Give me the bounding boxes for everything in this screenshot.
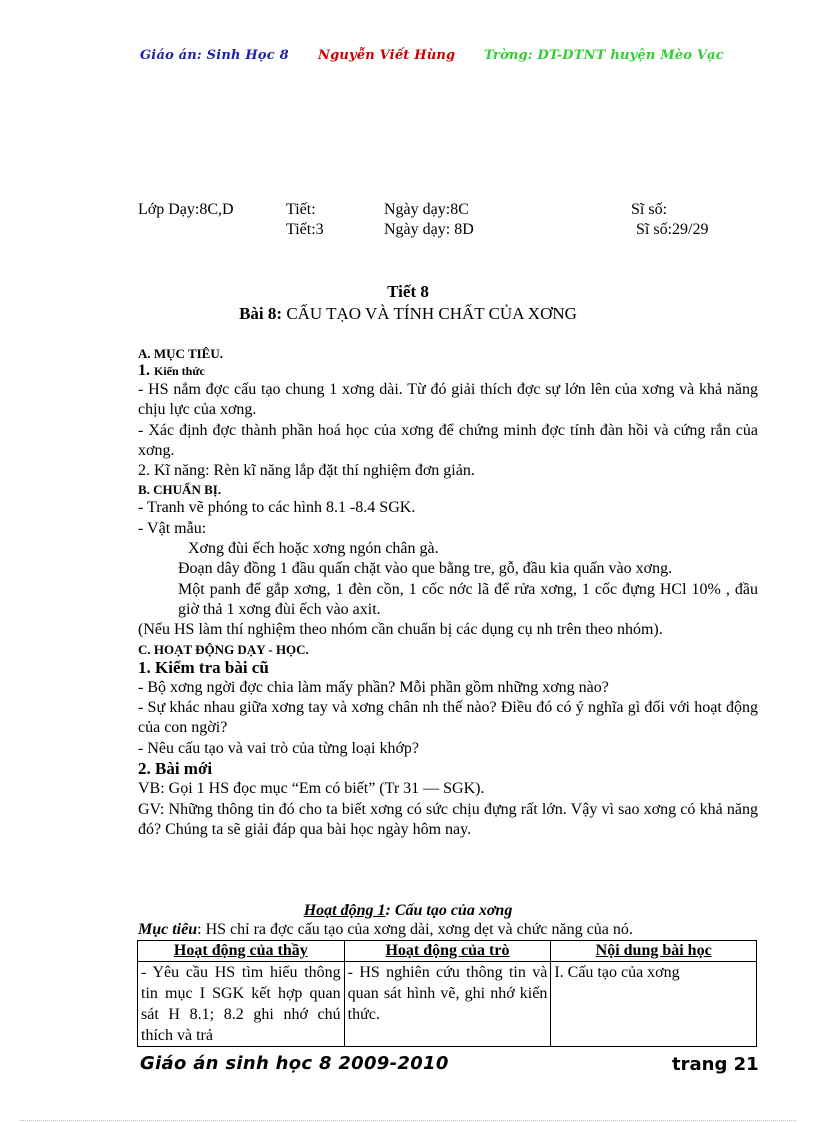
header-school: Trờng: DT-DTNT huyện Mèo Vạc [484, 48, 724, 63]
activity-table [137, 940, 757, 1047]
section-a1-heading [138, 362, 758, 380]
teacher-activity-cell: - Yêu cầu HS tìm hiểu thông tin mục I SGK kết hợp quan sát H 8.1; 8.2 ghi nhớ chú thích và trả [138, 962, 345, 1047]
lesson-body [138, 346, 758, 840]
footer-course: Giáo án sinh học 8 2009-2010 [140, 1053, 449, 1074]
lesson-name: CẤU TẠO VÀ TÍNH CHẤT CỦA XƠNG [286, 304, 577, 323]
activity-objective-text: : HS chỉ ra đợc cấu tạo của xơng dài, xơng dẹt và chức năng của nó. [197, 921, 633, 938]
activity-objective-label: Mục tiêu [138, 921, 198, 938]
prep-item-5: Một panh để gắp xơng, 1 đèn cồn, 1 cốc nớc lã để rửa xơng, 1 cốc đựng HCl 10% , đầu giờ thả 1 xơng đùi ếch vào axit. [178, 580, 758, 618]
period-label-a: Tiết: [286, 201, 316, 218]
section-b-heading: B. CHUẨN BỊ. [138, 482, 222, 498]
review-question-3: - Nêu cấu tạo và vai trò của từng loại khớp? [138, 739, 420, 757]
period-label-b: Tiết:3 [286, 221, 324, 238]
prep-item-4: Đoạn dây đồng 1 đầu quấn chặt vào que bằng tre, gỗ, đầu kia quấn vào xơng. [178, 560, 673, 578]
prep-item-1: - Tranh vẽ phóng to các hình 8.1 -8.4 SGK. [138, 499, 416, 517]
objective-knowledge-2: - Xác định đợc thành phần hoá học của xơng để chứng minh đợc tính đàn hồi và cứng rắn của xơng. [138, 421, 758, 459]
prep-item-3: Xơng đùi ếch hoặc xơng ngón chân gà. [188, 540, 439, 558]
new-lesson-intro-1: VB: Gọi 1 HS đọc mục “Em có biết” (Tr 31 — SGK). [138, 780, 485, 798]
section-a-heading: A. MỤC TIÊU. [138, 346, 223, 361]
lesson-period-title: Tiết 8 [387, 282, 429, 301]
review-question-1: - Bộ xơng ngời đợc chia làm mấy phần? Mỗi phần gồm những xơng nào? [138, 678, 609, 696]
section-c-heading: C. HOẠT ĐỘNG DẠY - HỌC. [138, 641, 309, 657]
prep-note: (Nếu HS làm thí nghiệm theo nhóm cần chuẩn bị các dụng cụ nh trên theo nhóm). [138, 621, 663, 639]
section-c1-heading: 1. Kiểm tra bài cũ [138, 657, 269, 677]
section-c2-heading: 2. Bài mới [138, 759, 213, 779]
objective-knowledge-1: - HS nắm đợc cấu tạo chung 1 xơng dài. Từ đó giải thích đợc sự lớn lên của xơng và khả năng chịu lực của xơng. [138, 381, 758, 419]
activity-title-name: : Cấu tạo của xơng [385, 902, 513, 919]
review-question-2: - Sự khác nhau giữa xơng tay và xơng chân nh thế nào? Điều đó có ý nghĩa gì đối với hoạt động của con ngời? [138, 699, 758, 737]
objective-skill: 2. Kĩ năng: Rèn kĩ năng lắp đặt thí nghiệm đơn giản. [138, 462, 475, 480]
lesson-title [0, 304, 816, 324]
activity-objective [138, 921, 758, 939]
section-a1-label: Kiến thức [154, 364, 205, 378]
lesson-number: Bài 8: [239, 304, 283, 323]
prep-item-2: - Vật mẫu: [138, 519, 207, 537]
new-lesson-intro-2: GV: Những thông tin đó cho ta biết xơng có sức chịu đựng rất lớn. Vậy vì sao xơng có khả năng đó? Chúng ta sẽ giải đáp qua bài học ngày hôm nay. [138, 800, 758, 838]
table-row [138, 962, 757, 1047]
class-label: Lớp Dạy:8C,D [138, 201, 234, 218]
attendance-label-b: Sĩ số:29/29 [636, 221, 709, 238]
col-student-header: Hoạt động của trò [344, 941, 551, 962]
header-subject: Giáo án: Sinh Học 8 [140, 48, 289, 63]
footer-page-number: trang 21 [672, 1054, 759, 1075]
page-bottom-divider [20, 1120, 796, 1121]
date-label-b: Ngày dạy: 8D [384, 221, 474, 238]
activity-title [0, 902, 816, 920]
student-activity-cell: - HS nghiên cứu thông tin và quan sát hình vẽ, ghi nhớ kiến thức. [344, 962, 551, 1047]
table-header-row [138, 941, 757, 962]
col-content-header: Nội dung bài học [551, 941, 757, 962]
date-label-a: Ngày dạy:8C [384, 201, 469, 218]
col-teacher-header: Hoạt động của thầy [138, 941, 345, 962]
lesson-content-cell: I. Cấu tạo của xơng [551, 962, 757, 1047]
header-teacher: Nguyễn Viết Hùng [318, 48, 456, 63]
activity-title-number: Hoạt động 1 [303, 902, 386, 919]
section-a1-number: 1. [138, 362, 150, 379]
attendance-label-a: Sĩ số: [631, 201, 668, 218]
